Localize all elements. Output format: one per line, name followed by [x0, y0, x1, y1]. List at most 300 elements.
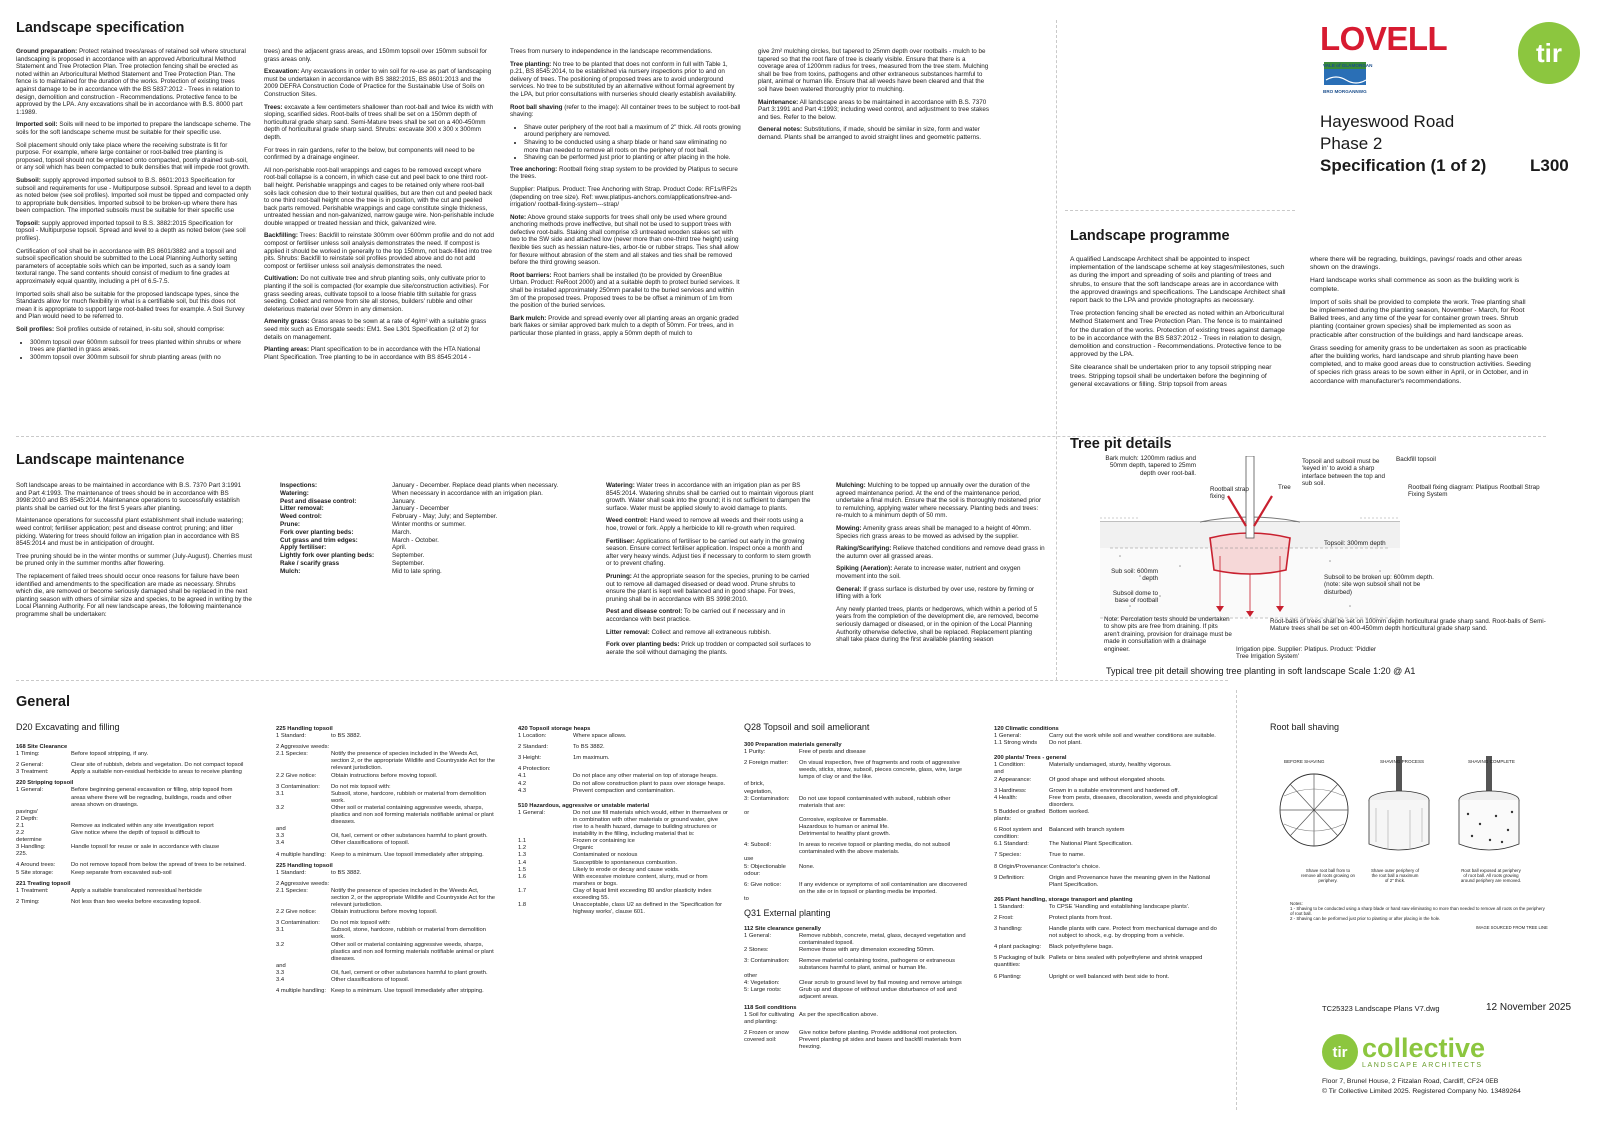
clause-ref: 1 Standard: [276, 869, 306, 876]
clause-text: Contaminated or noxious [573, 852, 638, 859]
clause-ref: pavings/ [16, 808, 38, 815]
paragraph [510, 186, 742, 209]
clause-ref: 2.1 Species: [276, 887, 308, 894]
clause-row [994, 777, 1222, 784]
clause-row [518, 773, 728, 780]
clause-text: Do not plant. [1049, 740, 1082, 747]
schedule-value: When necessary in accordance with an irrigation plan. [392, 489, 543, 497]
paragraph [510, 315, 742, 338]
clause-ref: 1 Soil for cultivating and planting: [744, 1012, 795, 1026]
paragraph [264, 104, 496, 142]
paragraph [606, 608, 816, 623]
clause-title: 420 Topsoil storage heaps [518, 726, 591, 732]
clause-row [744, 810, 972, 817]
clause-ref: 2 Timing: [16, 898, 40, 905]
paragraph [16, 48, 252, 116]
paragraph [16, 121, 252, 136]
paragraph [606, 573, 816, 603]
paragraph-lead: Subsoil: [16, 176, 41, 184]
schedule-key: Weed control: [280, 513, 322, 521]
paragraph: Soft landscape areas to be maintained in accordance with B.S. 7370 Part 3:1991 and Part 4:1993. The maintenance of trees should be in accordance with BS 3998:2010 and BS 8545:2014. Maintenance operations to successfully establish plants shall be carried out for the first 5 years after planting. [16, 482, 242, 512]
clause-text: Do not use topsoil contaminated with subsoil, rubbish other materials that are: [799, 795, 951, 809]
schedule-key: Cut grass and trim edges: [280, 536, 358, 544]
clause-row [276, 744, 498, 751]
shaving-complete-label: SHAVING COMPLETE [1468, 759, 1515, 764]
clause-row [744, 1030, 972, 1051]
clause-ref: 2.2 Give notice: [276, 772, 317, 779]
clause-ref: 5 Packaging of bulk quantities: [994, 955, 1045, 969]
paragraph [758, 99, 990, 122]
schedule-value: September. [392, 559, 425, 567]
paragraph [16, 142, 252, 172]
clause-ref: 2 Aggressive weeds: [276, 880, 330, 887]
schedule-key: Prune: [280, 520, 300, 528]
paragraph-lead: Topsoil: [16, 219, 41, 227]
rootball-note-3: Root ball exposed at periphery of root ball. All roots growing around periphery are removed. [1460, 868, 1522, 883]
clause-ref: 1 Purity: [744, 749, 766, 756]
clause-text: Handle plants with care. Protect from mechanical damage and do not subject to shock, e.g. by dropping from a vehicle. [1049, 926, 1217, 940]
paragraph [264, 318, 496, 341]
paragraph [836, 565, 1046, 580]
project-phase: Phase 2 [1320, 134, 1383, 153]
clause-text: Susceptible to spontaneous combustion. [573, 859, 678, 866]
clause-ref: 1 Standard: [994, 903, 1024, 910]
clause-text: On visual inspection, free of fragments and roots of aggressive weeds, sticks, straw, subsoil, pieces concrete, glass, wire, large lumps of clay or and the like. [799, 760, 963, 781]
clause-row [276, 773, 498, 780]
paragraph-lead: Fork over planting beds: [606, 641, 680, 649]
divider-vertical [1056, 20, 1057, 680]
schedule-key: Pest and disease control: [280, 497, 357, 505]
paragraph [606, 482, 816, 512]
clause-row [518, 755, 728, 762]
clause-ref: 4.1 [518, 773, 527, 780]
paragraph-text: excavate a few centimeters shallower than root-ball and twice its width with sloping, scarified sides. Root-balls of trees shall be set on a 150mm depth of horticultural grade sharp sand. Semi-Mature trees shall be set on a 400-450mm depth of horticultural grade sharp sand. Shrubs: excavate 300 x 300 x 300mm depth. [264, 103, 494, 141]
clause-ref: 1.8 [518, 902, 527, 909]
clause-row [276, 751, 498, 772]
clause-text: Where space allows. [573, 733, 627, 740]
clause-row [744, 789, 972, 796]
paragraph-text: Amenity grass areas shall be managed to a height of 40mm. Species rich grass areas to be mowed as advised by the supplier. [836, 524, 1031, 540]
paragraph-text: Substitutions, if made, should be similar in size, form and water demand. Plants shall be arranged to avoid straight lines and geometric patterns. [758, 126, 981, 141]
clause-row [518, 766, 728, 773]
paragraph-lead: Spiking (Aeration): [836, 565, 893, 573]
clause-text: Notify the presence of species included in the Weeds Act, section 2, or the appropriate Wildlife and Countryside Act for the relevant jurisdiction. [331, 887, 496, 909]
label-subsoil-dome: Subsoil dome to base of rootball [1112, 590, 1158, 605]
paragraph [264, 147, 496, 162]
clause-ref: 3.3 [276, 833, 285, 840]
clause-row [994, 827, 1222, 841]
clause-row [744, 882, 972, 896]
clause-row [744, 973, 972, 980]
clause-ref: 1 General: [16, 787, 44, 794]
clause-row [16, 870, 246, 877]
clause-row [16, 844, 246, 851]
clause-text: 1m maximum. [573, 755, 610, 762]
paragraph [836, 525, 1046, 540]
maintenance-column-3 [606, 482, 816, 661]
clause-text [799, 856, 972, 863]
clause-row [994, 864, 1222, 871]
paragraph-text: Soil placement should only take place where the receiving substrate is fit for purpose. For example, where large container or root-balled tree planting is proposed, topsoil should not be emplaced onto compacted, poorly drained sub-soil, or any soil which has been compacted to bulk densities that will impede root growth. [16, 141, 250, 172]
clause-ref: 1 Timing: [16, 751, 40, 758]
schedule-key: Watering: [280, 489, 309, 497]
bullet-list [524, 124, 742, 162]
paragraph-text: Collect and remove all extraneous rubbish. [649, 628, 771, 636]
clause-ref: 2.1 [16, 822, 25, 829]
schedule-value: Mid to late spring. [392, 567, 442, 575]
tir-collective-logo [1322, 1034, 1485, 1070]
paragraph-lead: Root ball shaving [510, 103, 563, 111]
clause-text: Subsoil, stone, hardcore, rubbish or material from demolition work. [331, 927, 486, 941]
clause-text [71, 809, 246, 816]
clause-ref: 5 Site storage: [16, 869, 54, 876]
clause-text: Unacceptable, class U2 as defined in the 'Specification for highway works', clause 601. [573, 902, 723, 916]
clause-text: Materially undamaged, sturdy, healthy vigorous. [1049, 762, 1172, 769]
paragraph-lead: General notes: [758, 126, 803, 134]
paragraph-text: supply approved imported subsoil to B.S. 8601:2013 Specification for subsoil and requirements for use - Multipurpose subsoil. Spread and level to a depth as noted below (see soil profiles). Imported soil must be tipped and compacted only to appropriate bulk densities. Imported subsoil to be broken-up where there has been compaction. The imported subsoils must be suitable for their specific use [16, 176, 251, 215]
clause-row [744, 947, 972, 954]
company-address: Floor 7, Brunel House, 2 Fitzalan Road, Cardiff, CF24 0EB [1322, 1078, 1499, 1085]
q28-heading: Q28 Topsoil and soil ameliorant [744, 722, 870, 732]
clause-text: Apply a suitable non-residual herbicide to areas to receive planting [71, 769, 242, 776]
clause-text [71, 837, 246, 844]
paragraph-text: Water trees in accordance with an irrigation plan as per BS 8545:2014. Watering shrubs shall be carried out to maintain vigorous plant growth. Water shall soak into the ground; it is not sufficient to dampen the surface. Water must be applied slowly to avoid damage to plants. [606, 482, 814, 512]
clause-ref: 2.2 [16, 830, 25, 837]
clause-ref: 1 General: [518, 809, 546, 816]
clause-ref: 2.2 Give notice: [276, 909, 317, 916]
schedule-key: Inspections: [280, 482, 318, 489]
clause-ref: 3.2 [276, 804, 285, 811]
clause-ref: 1.6 [518, 873, 527, 880]
paragraph-text: Supplier: Platipus. Product: Tree Anchoring with Strap. Product Code: RF1s/RF2s (depending on tree size). Ref: www.platipus-anchors.com/applications/tree-and-irrigation/ rootball-fixing-system---strap/ [510, 185, 738, 209]
clause-row [744, 831, 972, 838]
paragraph [606, 538, 816, 568]
paragraph [510, 214, 742, 267]
paragraph [16, 177, 252, 215]
clause-text: Pallets or bins sealed with polyethylene and shrink wrapped [1049, 955, 1203, 962]
paragraph-text: Aerate to increase water, nutrient and oxygen movement into the soil. [836, 565, 1021, 580]
clause-row [994, 974, 1222, 981]
paragraph-lead: Weed control: [606, 517, 648, 525]
bullet-item: • 300mm topsoil over 600mm subsoil for trees planted within shrubs or where trees are planted in grass areas. [30, 339, 252, 354]
before-shaving-label: BEFORE SHAVING [1284, 759, 1325, 764]
paragraph [836, 545, 1046, 560]
clause-text: Protect plants from frost. [1049, 914, 1113, 921]
clause-ref: 1.2 [518, 845, 527, 852]
clause-row [744, 896, 972, 903]
label-rootball-strap: Rootball strap fixing [1210, 486, 1249, 501]
clause-ref: 2 General: [16, 762, 44, 769]
divider-horizontal-2 [16, 680, 1228, 681]
clause-ref: 4 Health: [994, 794, 1018, 801]
paragraph [16, 291, 252, 321]
clause-text: Upright or well balanced with best side to front. [1049, 973, 1170, 980]
clause-ref: 1 Standard: [276, 733, 306, 740]
clause-ref: 2 Frozen or snow covered soil: [744, 1030, 789, 1044]
clause-ref: 2 Foreign matter: [744, 760, 789, 767]
clause-text: Other soil or material containing aggressive weeds, sharps, plastics and non soil forming materials notifiable animal or plant diseases. [331, 804, 494, 826]
schedule-row [280, 490, 580, 498]
paragraph: Import of soils shall be provided to complete the work. Tree planting shall be implemented during the planting season, November - March, for Root Balled trees, and any time of the year for container grown trees. Shrub planting (container grown species) shall be implemented as soon as practicable after construction of the buildings and hard landscape areas. [1310, 298, 1526, 339]
clause-row [518, 874, 728, 888]
divider-horizontal-1 [16, 436, 1546, 437]
clause-row [518, 860, 728, 867]
clause-text: Subsoil, stone, hardcore, rubbish or material from demolition work. [331, 790, 486, 804]
clause-text [331, 881, 498, 888]
maintenance-column-4 [836, 482, 1046, 649]
clause-row [276, 920, 498, 927]
clause-ref: and [276, 826, 286, 833]
clause-ref: 3.1 [276, 927, 285, 934]
clause-ref: 3: Contamination: [744, 958, 790, 965]
clause-ref [744, 817, 799, 824]
clause-row [994, 926, 1222, 940]
company-name: collective [1362, 1032, 1486, 1063]
paragraph-lead: Amenity grass: [264, 318, 310, 326]
clause-text: to BS 3882. [331, 869, 362, 876]
clause-ref: 4.3 [518, 787, 527, 794]
paragraph-lead: Soil profiles: [16, 326, 55, 333]
schedule-value: March - October. [392, 536, 439, 544]
clause-ref: 3 Handling: [16, 844, 46, 851]
clause-row [518, 888, 728, 902]
clause-text: To BS 3882. [573, 744, 605, 751]
clause-text: Do not allow construction plant to pass over storage heaps. [573, 780, 726, 787]
clause-row [744, 933, 972, 947]
clause-ref: 3 Treatment: [16, 769, 49, 776]
rootball-notes-2: 2 - Shaving can be performed just prior to planting or after placing in the hole. [1290, 916, 1441, 921]
clause-text: Clear scrub to ground level by flail mowing and remove arisings [799, 979, 962, 986]
paragraph [16, 220, 252, 243]
clause-row [994, 944, 1222, 951]
clause-row [276, 852, 498, 859]
clause-text: Grown in a suitable environment and hardened off. [1049, 787, 1180, 794]
clause-row [744, 958, 972, 972]
clause-row [994, 852, 1222, 859]
clause-text: Free from pests, diseases, discoloration, weeds and physiological disorders. [1049, 794, 1218, 808]
clause-text: Keep to a minimum. Use topsoil immediately after stripping. [331, 988, 484, 995]
paragraph: Hard landscape works shall commence as soon as the building work is complete. [1310, 277, 1520, 293]
clause-ref [744, 831, 799, 838]
clause-text: Notify the presence of species included in the Weeds Act, section 2, or the appropriate Wildlife and Countryside Act for the relevant jurisdiction. [331, 751, 496, 772]
label-tree: Tree [1278, 484, 1291, 491]
clause-text [71, 851, 246, 858]
programme-column-2 [1310, 256, 1532, 391]
paragraph [510, 48, 742, 56]
clause-row [276, 805, 498, 826]
label-subsoil: Sub soil: 600mm depth [1111, 568, 1158, 583]
paragraph-lead: Litter removal: [606, 628, 650, 636]
clause-text [331, 744, 498, 751]
clause-ref: 1.1 [518, 838, 527, 845]
clause-ref: 1.1 Strong winds [994, 740, 1038, 747]
paragraph-text: Relieve thatched conditions and remove dead grass in the autumn over all grassed areas. [836, 545, 1045, 560]
clause-ref: determine [16, 837, 42, 844]
rootball-notes-head: Notes: [1290, 901, 1303, 906]
clause-row [276, 963, 498, 970]
clause-text: Keep to a minimum. Use topsoil immediately after stripping. [331, 851, 484, 858]
clause-row [518, 744, 728, 751]
general-column-3 [518, 722, 728, 916]
programme-column-1 [1070, 256, 1288, 394]
clause-text: Likely to erode or decay and cause voids. [573, 866, 680, 873]
treepit-caption: Typical tree pit detail showing tree planting in soft landscape Scale 1:20 @ A1 [1106, 666, 1416, 676]
label-backfill: Backfill topsoil [1396, 456, 1436, 463]
clause-text: Free of pests and disease [799, 749, 866, 756]
clause-text: Oil, fuel, cement or other substances harmful to plant growth. [331, 969, 488, 976]
clause-text: Contractor's choice. [1049, 863, 1101, 870]
paragraph-lead: Pest and disease control: [606, 608, 683, 616]
schedule-value: January - December. Replace dead plants when necessary. [392, 482, 559, 489]
clause-text: Apply a suitable translocated nonresidual herbicide [71, 887, 202, 894]
clause-text: Do not place any other material on top of storage heaps. [573, 773, 718, 780]
paragraph-lead: Imported soil: [16, 121, 58, 129]
clause-ref: 1.5 [518, 866, 527, 873]
drawing-number: L300 [1530, 156, 1569, 175]
paragraph [510, 104, 742, 119]
clause-row [518, 838, 728, 845]
clause-ref: 8 Origin/Provenance: [994, 863, 1049, 870]
clause-title: 265 Plant handling, storage transport and planting [994, 896, 1133, 903]
clause-text: Before topsoil stripping, if any. [71, 751, 149, 758]
general-column-5 [994, 722, 1222, 981]
schedule-key: Litter removal: [280, 505, 324, 513]
clause-ref: 6 Planting: [994, 973, 1022, 980]
clause-row [276, 888, 498, 909]
schedule-key: Rake / scarify grass [280, 559, 340, 567]
clause-ref: 9 Definition: [994, 874, 1025, 881]
clause-row [276, 826, 498, 833]
paragraph-lead: Tree planting: [510, 60, 552, 68]
clause-text: Grub up and dispose of without undue disturbance of soil and adjacent areas. [799, 986, 957, 1000]
clause-text: Obtain instructions before moving topsoil. [331, 909, 438, 916]
paragraph-text: No tree to be planted that does not conform in full with Table 1, p.21, BS 8545:2014, to be established via nursery inspections prior to and on delivery of trees. The positioning of proposed trees are to avoid underground services. No tree to be substituted by an alternative without formal agreement by the LPA, but prior consultations with nurseries should clearly establish availability. [510, 60, 737, 98]
clause-ref: 3.3 [276, 969, 285, 976]
clause-text: The National Plant Specification. [1049, 841, 1133, 848]
clause-ref: 1 Location: [518, 733, 547, 740]
clause-text [799, 789, 972, 796]
maintenance-column-1 [16, 482, 252, 624]
clause-text [331, 963, 498, 970]
clause-row [518, 867, 728, 874]
clause-row [276, 977, 498, 984]
clause-text: Detrimental to healthy plant growth. [799, 831, 891, 838]
file-name: TC25323 Landscape Plans V7.dwg [1322, 1004, 1440, 1013]
clause-text: To CPSE 'Handling and establishing landscape plants'. [1049, 903, 1190, 910]
schedule-value: January - December [392, 505, 450, 513]
general-heading: General [16, 694, 70, 710]
clause-text: Handle topsoil for reuse or sale in accordance with clause [71, 844, 220, 851]
paragraph-lead: Backfilling: [264, 232, 298, 240]
clause-row [276, 988, 498, 995]
clause-ref [744, 824, 799, 831]
paragraph-lead: Mulching: [836, 482, 866, 489]
clause-ref: 3 Contamination: [276, 920, 320, 927]
clause-text: True to name. [1049, 852, 1085, 859]
tir-collective-mark: tir [1322, 1034, 1358, 1070]
clause-ref: 4 plant packaging: [994, 944, 1042, 951]
clause-text: Before beginning general excavation or filling, strip topsoil from areas where there will be regrading, buildings, roads and other areas shown on drawings. [71, 787, 233, 808]
paragraph [264, 275, 496, 313]
clause-row [744, 749, 972, 756]
clause-text: Other classifications of topsoil. [331, 840, 410, 847]
paragraph-text: Grass areas to be sown at a rate of 4g/m² with a suitable grass seed mix such as Emorsgate seeds: EM1. See L301 Specification (2 of 2) for details on management. [264, 318, 487, 341]
schedule-key: Lightly fork over planting beds: [280, 552, 375, 560]
paragraph-text: Any newly planted trees, plants or hedgerows, which within a period of 5 years from the completion of the development die, are removed, become seriously damaged or diseased, or in the opinion of the Local Planning Authority otherwise defective, shall be replaced. Replacement planting shall take place during the first available planting season [836, 605, 1039, 644]
lovell-logo: LOVELL [1320, 20, 1448, 57]
clause-text: Carry out the work while soil and weather conditions are suitable. [1049, 733, 1216, 740]
clause-text: Keep separate from excavated sub-soil [71, 869, 172, 876]
clause-title: 200 plants/ Trees - general [994, 755, 1067, 762]
shaving-process-label: SHAVING PROCESS [1380, 759, 1425, 764]
clause-ref: 3 Contamination: [276, 783, 320, 790]
clause-row [518, 788, 728, 795]
paragraph: A qualified Landscape Architect shall be appointed to inspect implementation of the landscape scheme at key stages/milestones, such as during the import and spreading of soils and planting of trees and shrubs, to ensure that the soft landscape areas are in accordance with the approved drawings and specifications. The Landscape Architect shall report back to the LPA and provide photographs as necessary. [1070, 256, 1286, 305]
paragraph-text: At the appropriate season for the species, pruning to be carried out to remove all damaged diseased or dead wood. Prune shrubs to ensure the plant is kept well balanced and in good shape. For trees, pruning shall be in accordance with BS 3998:2010. [606, 572, 810, 603]
clause-row [518, 733, 728, 740]
clause-ref: other [744, 972, 758, 979]
clause-text: Remove rubbish, concrete, metal, glass, decayed vegetation and contaminated topsoil. [799, 933, 966, 947]
rootball-notes-1: 1 - Shaving to be conducted using a sharp blade or hand saw eliminating no more than needed to remove all roots on the periphery of root ball. [1290, 906, 1545, 916]
clause-text: Do not use fill materials which would, either in themselves or in combination with other materials or ground water, give rise to a health hazard, damage to building structures or instability in the filling, including material that is: [573, 809, 728, 838]
clause-row [16, 769, 246, 776]
paragraph-text: Soils will need to be imported to prepare the landscape scheme. The soils for the soft landscape scheme must be suitable for their specific use. [16, 121, 251, 136]
clause-ref: 6.1 Standard: [994, 841, 1029, 848]
paragraph-text: supply approved imported topsoil to B.S. 3882:2015 Specification for topsoil - Multipurpose topsoil. Spread and level to a depth as noted below (see soil profiles). [16, 219, 246, 243]
clause-text: In areas to receive topsoil or planting media, do not subsoil contaminated with the above materials. [799, 842, 951, 856]
rootball-source: IMAGE SOURCED FROM TREE LINE [1476, 925, 1548, 930]
clause-row [16, 816, 246, 823]
paragraph-text: For trees in rain gardens, refer to the below, but components will need to be confirmed by a drainage engineer. [264, 146, 475, 162]
clause-row [994, 809, 1222, 823]
paragraph [264, 346, 496, 361]
clause-text: Do not mix topsoil with: [331, 920, 391, 927]
clause-row [518, 852, 728, 859]
sheet-title: Specification (1 of 2) [1320, 156, 1487, 175]
schedule-value: February - May; July; and September. [392, 513, 498, 521]
paragraph [836, 586, 1046, 601]
clause-row [16, 830, 246, 837]
clause-ref: and [994, 769, 1004, 776]
paragraph-text: If grass surface is disturbed by over use, restore by firming or lifting with a fork [836, 585, 1035, 601]
clause-text: Other classifications of topsoil. [331, 977, 410, 983]
paragraph-lead: Note: [510, 213, 527, 221]
paragraph-text: All landscape areas to be maintained in accordance with B.S. 7370 Part 3:1991 and Part 4:1993; including weed control, and adjustment to tree stakes and ties. Refer to the below. [758, 98, 990, 121]
clause-row [994, 740, 1222, 747]
clause-row [518, 845, 728, 852]
clause-text [71, 816, 246, 823]
spec-column-4 [758, 48, 990, 147]
clause-text: Bottom worked. [1049, 808, 1090, 815]
copyright: © Tir Collective Limited 2025. Registered Company No. 13489264 [1322, 1088, 1521, 1095]
schedule-row [280, 521, 580, 529]
paragraph [510, 272, 742, 310]
paragraph [606, 629, 816, 637]
paragraph: Tree pruning should be in the winter months or summer (July-August). Cherries must be pruned only in the summer months after flowering. [16, 552, 252, 568]
clause-row [16, 862, 246, 869]
clause-ref: 3 handling: [994, 926, 1023, 933]
schedule-row [280, 505, 580, 513]
clause-row [276, 870, 498, 877]
clause-ref: 4 multiple handling: [276, 851, 326, 858]
clause-text: Remove those with any dimension exceeding 50mm. [799, 947, 935, 954]
clause-ref: 1.7 [518, 887, 527, 894]
schedule-row [280, 560, 580, 568]
paragraph-text: trees) and the adjacent grass areas, and 150mm topsoil over 150mm subsoil for grass areas only. [264, 48, 487, 63]
rootball-note-1: Shave root ball from to remove all roots growing on periphery. [1301, 868, 1355, 883]
clause-ref: 4: Subsoil: [744, 842, 772, 849]
clause-text: Obtain instructions before moving topsoil. [331, 772, 438, 779]
